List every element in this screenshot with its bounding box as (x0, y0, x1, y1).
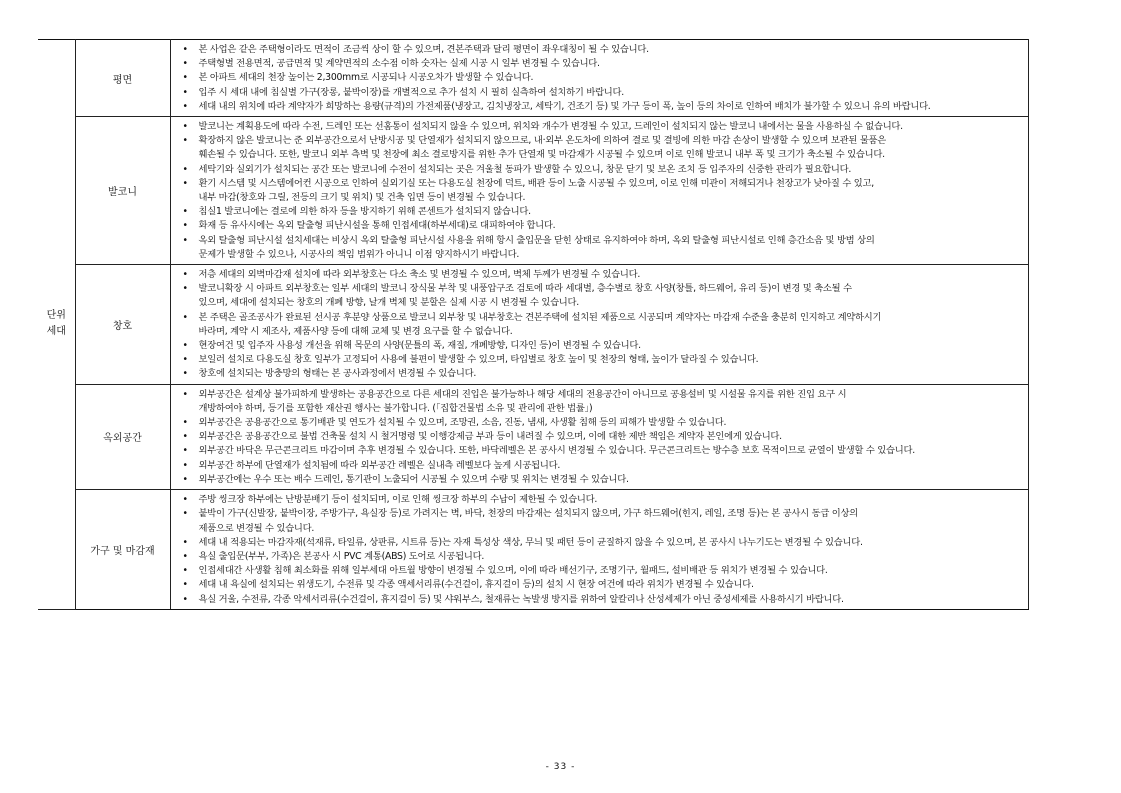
bullet-item: • 붙박이 가구(신발장, 붙박이장, 주방가구, 욕실장 등)로 가려지는 벽, 바닥, 천장의 마감재는 설치되지 않으며, 가구 하드웨어(힌지, 레일, 조명 등)는 본 공사시 동급 이상의 제품으로 변경될 수 있습니다. (181, 507, 1023, 535)
category-floorplan: 평면 (75, 40, 170, 117)
category-outdoor: 옥외공간 (75, 384, 170, 489)
section-row-outdoor (38, 384, 1029, 489)
bullet-item: • 확장하지 않은 발코니는 준 외부공간으로서 난방시공 및 단열재가 설치되지 않으므로, 내·외부 온도차에 의하여 결로 및 결빙에 의한 마감 손상이 발생할 수 있으며 보관된 물품은 훼손될 수 있습니다. 또한, 발코니 외부 측벽 및 천장에 최소 결로방지를 위한 추가 단열재 및 마감재가 시공될 수 있으며 이로 인해 발코니 내부 폭 및 크기가 축소될 수 있습니다. (181, 134, 1023, 162)
page-number: - 33 - (545, 762, 576, 772)
section-row-windows (38, 265, 1029, 385)
bullet-list-windows (181, 268, 1023, 382)
bullet-item: • 저층 세대의 외벽마감재 설치에 따라 외부창호는 다소 축소 및 변경될 수 있으며, 벽체 두께가 변경될 수 있습니다. (181, 268, 1023, 282)
bullet-item: • 주택형별 전용면적, 공급면적 및 계약면적의 소수점 이하 숫자는 실제 시공 시 일부 변경될 수 있습니다. (181, 57, 1023, 71)
bullet-item: • 외부공간은 설계상 불가피하게 발생하는 공용공간으로 다른 세대의 진입은 불가능하나 해당 세대의 전용공간이 아니므로 공용설비 및 시설물 유지를 위한 진입 요구 시 개방하여야 하며, 등기를 포함한 재산권 행사는 불가합니다. (「집합건물법 소유 및 관리에 관한 법률」) (181, 388, 1023, 416)
items-furniture (170, 490, 1029, 610)
bullet-item: • 외부공간은 공용공간으로 불법 건축물 설치 시 철거명령 및 이행강제금 부과 등이 내려질 수 있으며, 이에 대한 제반 책임은 계약자 본인에게 있습니다. (181, 430, 1023, 444)
bullet-item: • 발코니확장 시 아파트 외부창호는 일부 세대의 발코니 장식물 부착 및 내풍압구조 검토에 따라 세대별, 층수별로 창호 사양(창틀, 하드웨어, 유리 등)이 변경 및 축소될 수 있으며, 세대에 설치되는 창호의 개폐 방향, 날개 벽체 및 분할은 실제 시공 시 변경될 수 있습니다. (181, 282, 1023, 310)
bullet-item: • 현장여건 및 입주자 사용성 개선을 위해 목문의 사양(문틀의 폭, 재질, 개폐방향, 디자인 등)이 변경될 수 있습니다. (181, 339, 1023, 353)
bullet-item: • 본 주택은 골조공사가 완료된 선시공 후분양 상품으로 발코니 외부창 및 내부창호는 견본주택에 설치된 제품으로 시공되며 계약자는 마감재 수준을 충분히 인지하고 계약하시기 바라며, 계약 시 제조사, 제품사양 등에 대해 교체 및 변경 요구를 할 수 없습니다. (181, 311, 1023, 339)
bullet-item: • 외부공간 하부에 단열재가 설치됨에 따라 외부공간 레벨은 실내측 레벨보다 높게 시공됩니다. (181, 459, 1023, 473)
bullet-item: • 외부공간은 공용공간으로 통기배관 및 연도가 설치될 수 있으며, 조망권, 소음, 진동, 냄새, 사생활 침해 등의 피해가 발생할 수 있습니다. (181, 416, 1023, 430)
items-balcony (170, 117, 1029, 265)
bullet-item: • 옥외 탈출형 피난시설 설치세대는 비상시 옥외 탈출형 피난시설 사용을 위해 항시 출입문을 닫힌 상태로 유지하여야 하며, 옥외 탈출형 피난시설로 인해 층간소음 및 방범 상의 문제가 발생할 수 있으나, 시공사의 책임 범위가 아니니 이점 양지하시기 바랍니다. (181, 234, 1023, 262)
bullet-item: • 화재 등 유사시에는 옥외 탈출형 피난시설을 통해 인접세대(하부세대)로 대피하여야 합니다. (181, 219, 1023, 233)
items-outdoor (170, 384, 1029, 489)
category-windows: 창호 (75, 265, 170, 385)
bullet-list-floorplan (181, 43, 1023, 114)
group-label-cell (38, 40, 75, 610)
group-label: 단위 세대 (46, 310, 66, 338)
bullet-item: • 외부공간 바닥은 무근콘크리트 마감이며 추후 변경될 수 있습니다. 또한, 바닥레벨은 본 공사시 변경될 수 있습니다. 무근콘크리트는 방수층 보호 목적이므로 균열이 발생할 수 있습니다. (181, 444, 1023, 458)
bullet-item: • 본 사업은 같은 주택형이라도 면적이 조금씩 상이 할 수 있으며, 견본주택과 달리 평면이 좌우대칭이 될 수 있습니다. (181, 43, 1023, 57)
bullet-item: • 침실1 발코니에는 결로에 의한 하자 등을 방지하기 위해 콘센트가 설치되지 않습니다. (181, 205, 1023, 219)
bullet-item: • 본 아파트 세대의 천장 높이는 2,300mm로 시공되나 시공오차가 발생할 수 있습니다. (181, 71, 1023, 85)
bullet-list-balcony (181, 120, 1023, 262)
bullet-item: • 욕실 거울, 수전류, 각종 악세서리류(수건걸이, 휴지걸이 등) 및 샤워부스, 철재류는 녹발생 방지를 위하여 알칼리나 산성세제가 아닌 중성세제를 사용하시기 바랍니다. (181, 593, 1023, 607)
notice-table (38, 39, 1029, 610)
section-row-floorplan (38, 40, 1029, 117)
category-furniture: 가구 및 마감재 (75, 490, 170, 610)
bullet-item: • 세탁기와 실외기가 설치되는 공간 또는 발코니에 수전이 설치되는 곳은 겨울철 동파가 발생할 수 있으니, 창문 닫기 및 보온 조치 등 입주자의 신중한 관리가 필요합니다. (181, 163, 1023, 177)
bullet-list-furniture (181, 493, 1023, 607)
bullet-item: • 외부공간에는 우수 또는 배수 드레인, 통기관이 노출되어 시공될 수 있으며 수량 및 위치는 변경될 수 있습니다. (181, 473, 1023, 487)
items-floorplan (170, 40, 1029, 117)
bullet-item: • 인접세대간 사생활 침해 최소화를 위해 일부세대 아트월 방향이 변경될 수 있으며, 이에 따라 배선기구, 조명기구, 월패드, 설비배관 등 위치가 변경될 수 있습니다. (181, 564, 1023, 578)
section-row-balcony (38, 117, 1029, 265)
bullet-item: • 주방 씽크장 하부에는 난방분배기 등이 설치되며, 이로 인해 씽크장 하부의 수납이 제한될 수 있습니다. (181, 493, 1023, 507)
bullet-list-outdoor (181, 388, 1023, 487)
bullet-item: • 발코니는 계획용도에 따라 수전, 드레인 또는 선홈통이 설치되지 않을 수 있으며, 위치와 개수가 변경될 수 있고, 드레인이 설치되지 않는 발코니 내에서는 물을 사용하실 수 없습니다. (181, 120, 1023, 134)
bullet-item: • 세대 내 적용되는 마감자재(석재류, 타일류, 상판류, 시트류 등)는 자재 특성상 색상, 무늬 및 패턴 등이 균질하지 않을 수 있으며, 본 공사시 나누기도는 변경될 수 있습니다. (181, 536, 1023, 550)
category-balcony: 발코니 (75, 117, 170, 265)
section-row-furniture (38, 490, 1029, 610)
bullet-item: • 입주 시 세대 내에 침실별 가구(장롱, 붙박이장)를 개별적으로 추가 설치 시 필히 실측하여 설치하기 바랍니다. (181, 86, 1023, 100)
bullet-item: • 세대 내 욕실에 설치되는 위생도기, 수전류 및 각종 액세서리류(수건걸이, 휴지걸이 등)의 설치 시 현장 여건에 따라 위치가 변경될 수 있습니다. (181, 578, 1023, 592)
bullet-item: • 보일러 설치로 다용도실 창호 일부가 고정되어 사용에 불편이 발생할 수 있으며, 타입별로 창호 높이 및 천장의 형태, 높이가 달라질 수 있습니다. (181, 353, 1023, 367)
bullet-item: • 창호에 설치되는 방충망의 형태는 본 공사과정에서 변경될 수 있습니다. (181, 367, 1023, 381)
items-windows (170, 265, 1029, 385)
bullet-item: • 욕실 출입문(부부, 가족)은 본공사 시 PVC 계통(ABS) 도어로 시공됩니다. (181, 550, 1023, 564)
bullet-item: • 세대 내의 위치에 따라 계약자가 희망하는 용량(규격)의 가전제품(냉장고, 김치냉장고, 세탁기, 건조기 등) 및 가구 등이 폭, 높이 등의 차이로 인하여 배치가 불가할 수 있으니 유의 바랍니다. (181, 100, 1023, 114)
bullet-item: • 환기 시스템 및 시스템에어컨 시공으로 인하여 실외기실 또는 다용도실 천장에 덕트, 배관 등이 노출 시공될 수 있으며, 이로 인해 미관이 저해되거나 천장고가 낮아질 수 있고, 내부 마감(창호와 그릴, 전등의 크기 및 위치) 및 건축 입면 등이 변경될 수 있습니다. (181, 177, 1023, 205)
